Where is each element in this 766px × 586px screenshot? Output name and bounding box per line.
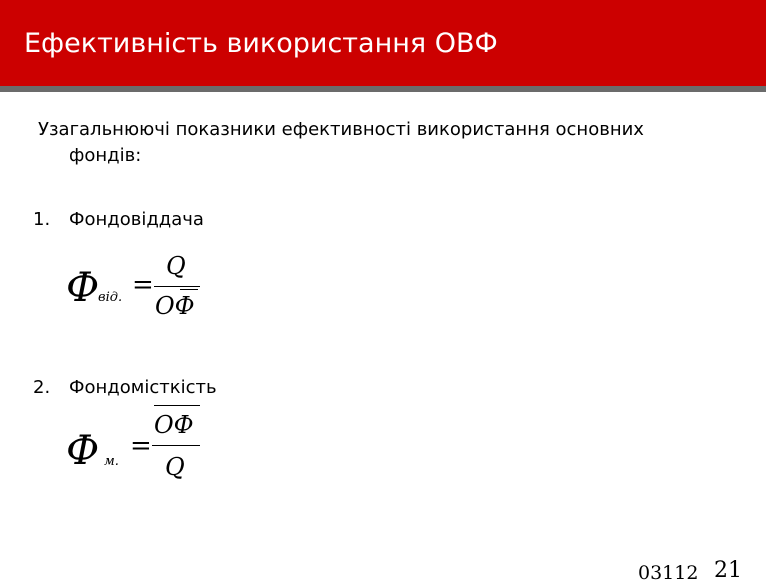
formula-equals: =: [130, 431, 152, 461]
formula-fondomistkist: [66, 403, 226, 487]
formula-denominator: Q: [165, 453, 185, 481]
footer-code: 03112: [638, 562, 699, 584]
fraction-bar: [152, 445, 200, 446]
intro-line-2: фондів:: [69, 145, 142, 166]
list-item-1: [33, 209, 204, 230]
overline-bar: [154, 405, 200, 406]
formula-numerator: ОФ: [154, 411, 194, 439]
formula-subscript: м.: [104, 454, 119, 469]
formula-numerator: Q: [166, 252, 186, 280]
fraction-bar: [154, 286, 200, 287]
formula-fondovidacha: [66, 252, 226, 332]
list-number: 2.: [33, 377, 51, 398]
overline-bar: [180, 289, 198, 290]
intro-text: [38, 117, 738, 169]
formula-lhs: Ф: [66, 428, 100, 474]
header-divider: [0, 86, 766, 92]
slide-title: Ефективність використання ОВФ: [24, 28, 498, 59]
formula-equals: =: [132, 270, 154, 300]
intro-line-1: Узагальнюючі показники ефективності використання основних: [38, 119, 644, 140]
slide-header: [0, 0, 766, 86]
formula-lhs: Ф: [66, 265, 100, 311]
list-label: Фондомісткість: [69, 377, 217, 398]
list-number: 1.: [33, 209, 51, 230]
formula-denominator: ОФ: [155, 292, 195, 320]
page-number: 21: [714, 558, 742, 583]
list-label: Фондовіддача: [69, 209, 204, 230]
list-item-2: [33, 377, 217, 398]
formula-subscript: від.: [98, 290, 123, 305]
